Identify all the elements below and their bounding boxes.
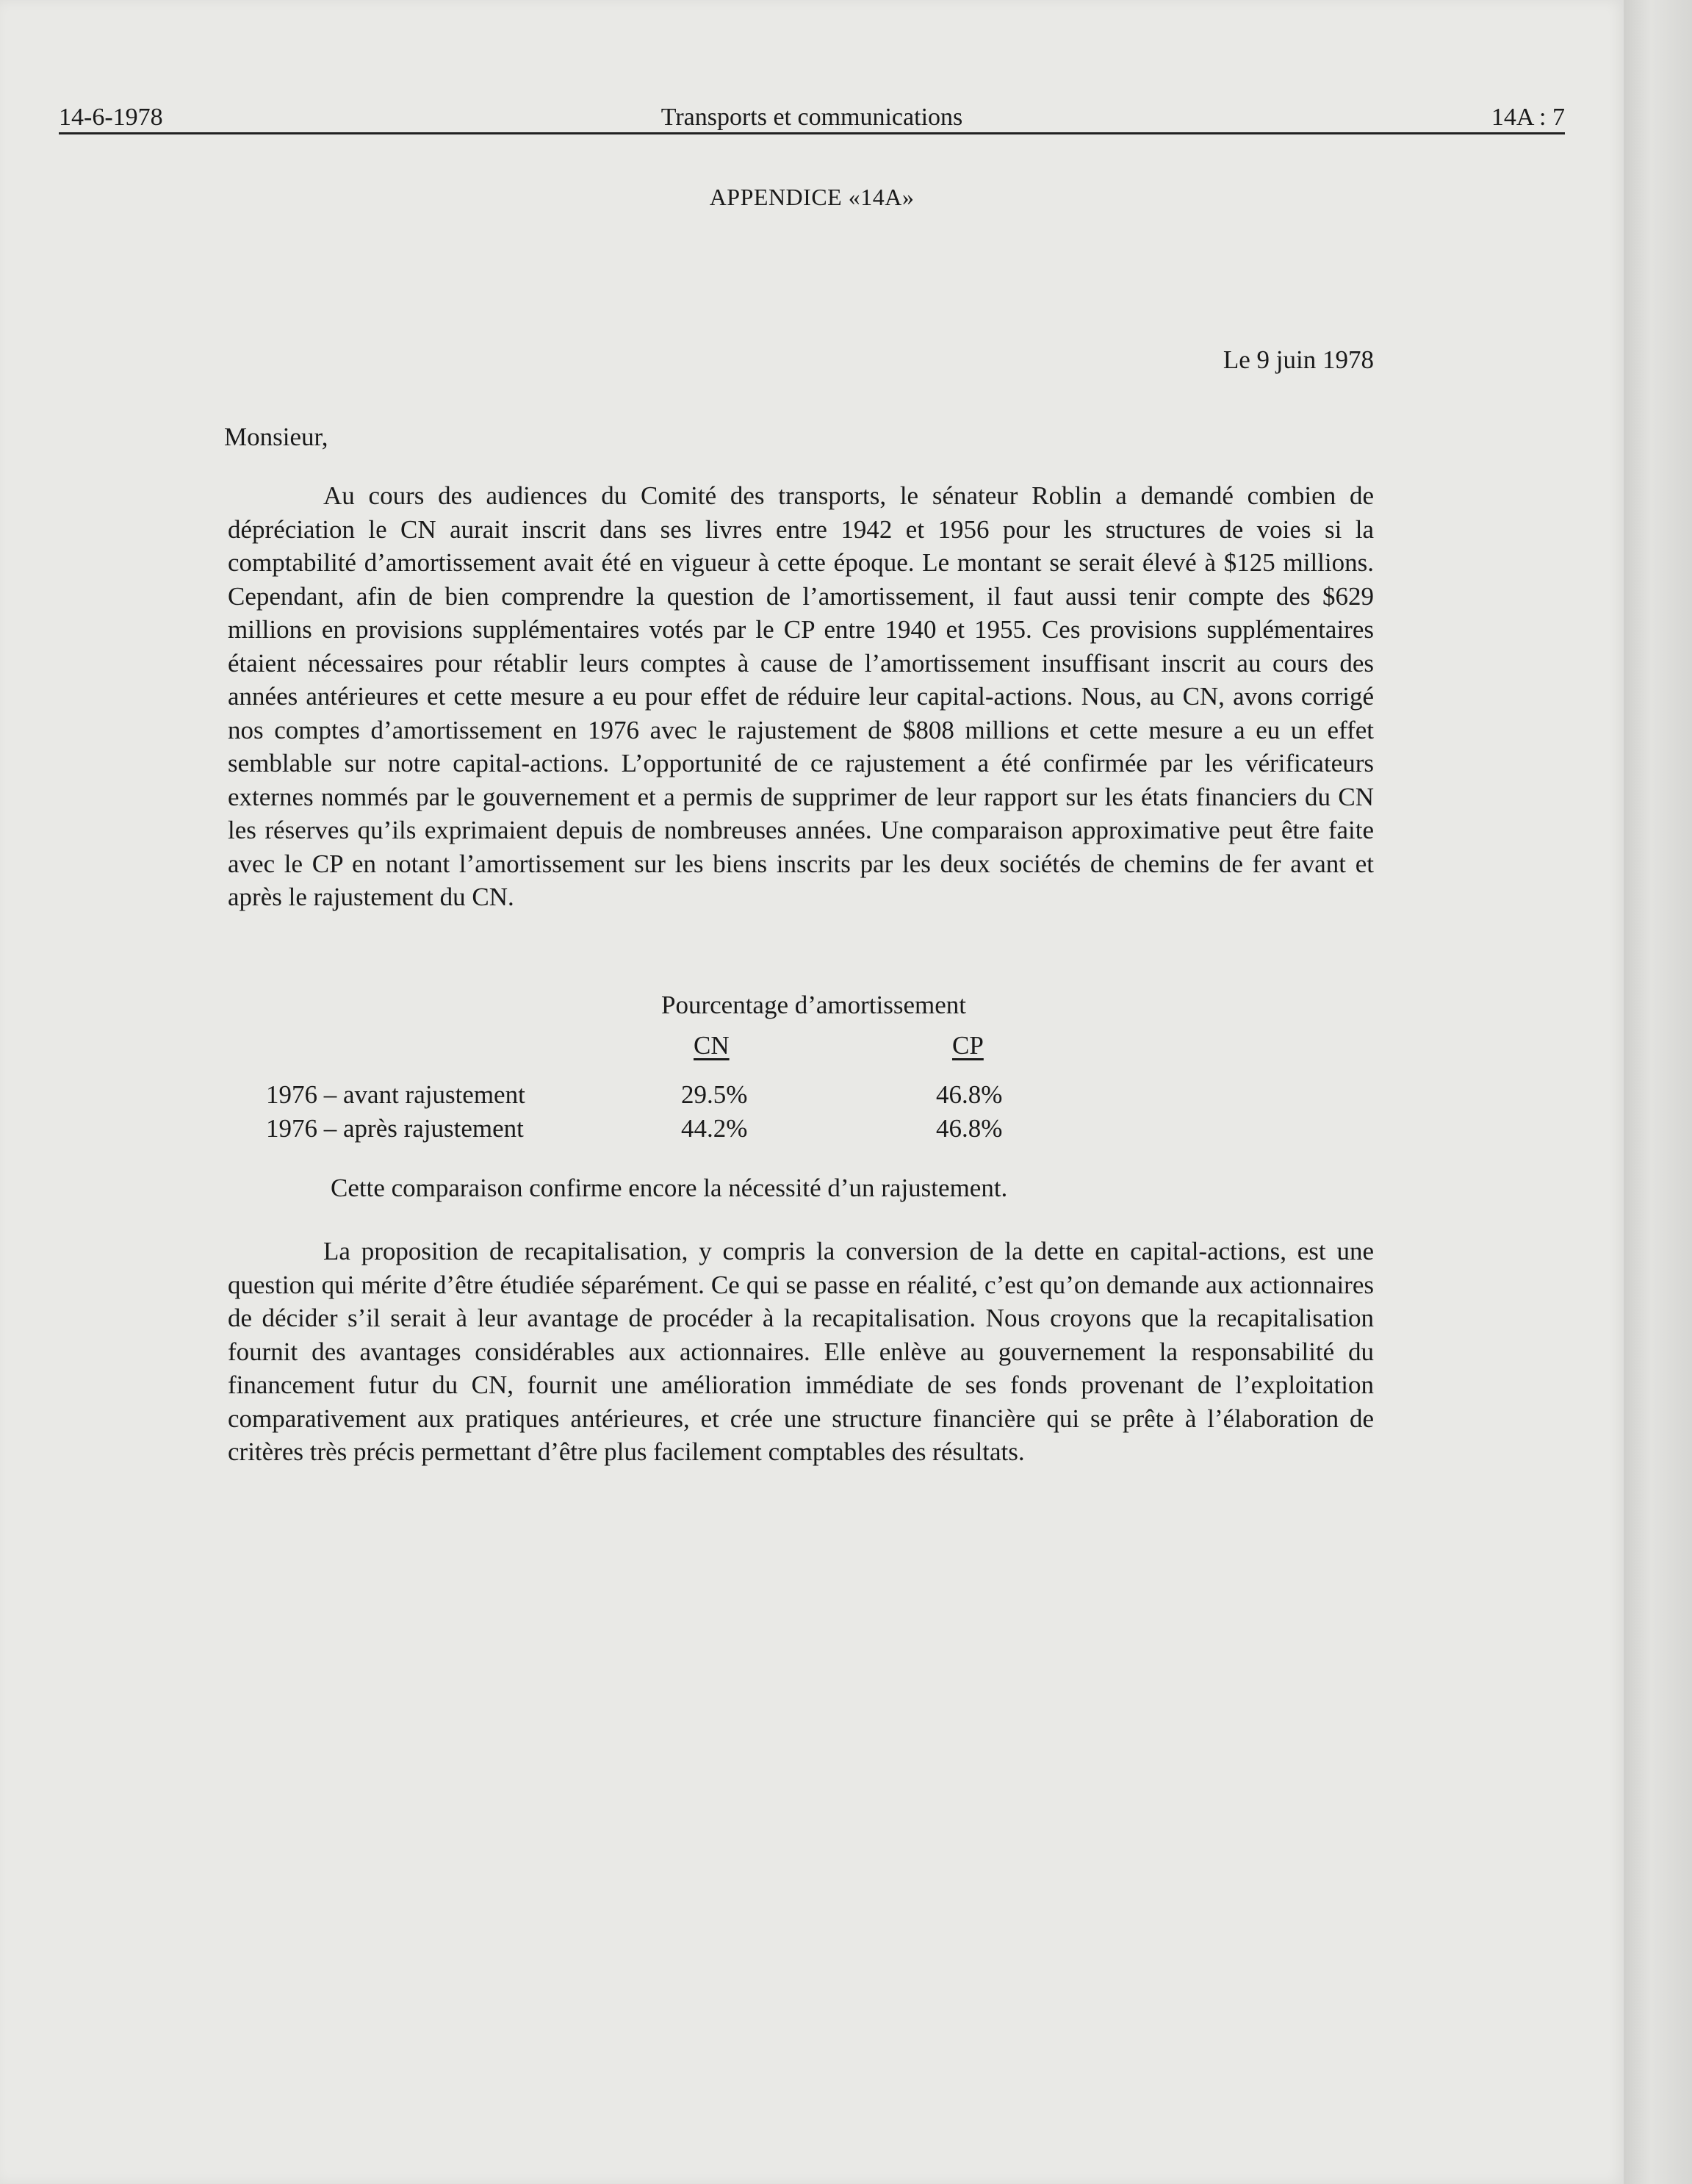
row-label: 1976 – après rajustement [266, 1114, 524, 1143]
row-value-cn: 29.5% [681, 1080, 748, 1109]
paragraph-depreciation: Au cours des audiences du Comité des transports, le sénateur Roblin a demandé combien de dépréciation le CN aurait inscrit dans ses livres entre 1942 et 1956 pour les structures de voies si la comptabilité d’amortissement avait été en vigueur à cette époque. Le montant se serait élevé à $125 millions. Cependant, afin de bien comprendre la question de l’amortissement, il faut aussi tenir compte des $629 millions en provisions supplémentaires votés par le CP entre 1940 et 1955. Ces provisions supplémentaires étaient nécessaires pour rétablir leurs comptes à cause de l’amortissement insuffisant inscrit au cours des années antérieures et cette mesure a eu pour effet de réduire leur capital-actions. Nous, au CN, avons corrigé nos comptes d’amortissement en 1976 avec le rajustement de $808 millions et cette mesure a eu un effet semblable sur notre capital-actions. L’opportunité de ce rajustement a été confirmée par les vérificateurs externes nommés par le gouvernement et a permis de supprimer de leur rapport sur les états financiers du CN les réserves qu’ils exprimaient depuis de nombreuses années. Une comparaison approximative peut être faite avec le CP en notant l’amortissement sur les biens inscrits par les deux sociétés de chemins de fer avant et après le rajustement du CN. [228, 481, 1374, 911]
letter-date: Le 9 juin 1978 [1223, 345, 1374, 374]
header-date: 14-6-1978 [59, 104, 163, 131]
row-value-cp: 46.8% [936, 1114, 1003, 1143]
column-header-cn: CN [694, 1031, 730, 1060]
header-page-number: 14A : 7 [1491, 104, 1565, 131]
scan-edge [1624, 0, 1692, 2184]
table-row [266, 1112, 1074, 1146]
paragraph-recapitalisation: La proposition de recapitalisation, y compris la conversion de la dette en capital-actions, est une question qui mérite d’être étudiée séparément. Ce qui se passe en réalité, c’est qu’on demande aux actionnaires de décider s’il serait à leur avantage de procéder à la recapitalisation. Nous croyons que la recapitalisation fournit des avantages considérables aux actionnaires. Elle enlève au gouvernement la responsabilité du financement futur du CN, fournit une amélioration immédiate de ses fonds provenant de l’exploitation comparativement aux pratiques antérieures, et crée une structure financière qui se prête à l’élaboration de critères très précis permettant d’être plus facilement comptables des résultats. [228, 1237, 1374, 1466]
appendix-title: APPENDICE «14A» [709, 184, 915, 210]
salutation: Monsieur, [224, 423, 328, 451]
table-row [266, 1078, 1074, 1112]
row-label: 1976 – avant rajustement [266, 1080, 525, 1109]
table-title: Pourcentage d’amortissement [661, 991, 967, 1019]
page-header [59, 101, 1565, 134]
conclusion-line: Cette comparaison confirme encore la nécessité d’un rajustement. [331, 1174, 1008, 1202]
header-title: Transports et communications [660, 104, 963, 131]
row-value-cp: 46.8% [936, 1080, 1003, 1109]
column-header-cp: CP [952, 1031, 984, 1060]
row-value-cn: 44.2% [681, 1114, 748, 1143]
header-rule [59, 132, 1565, 134]
